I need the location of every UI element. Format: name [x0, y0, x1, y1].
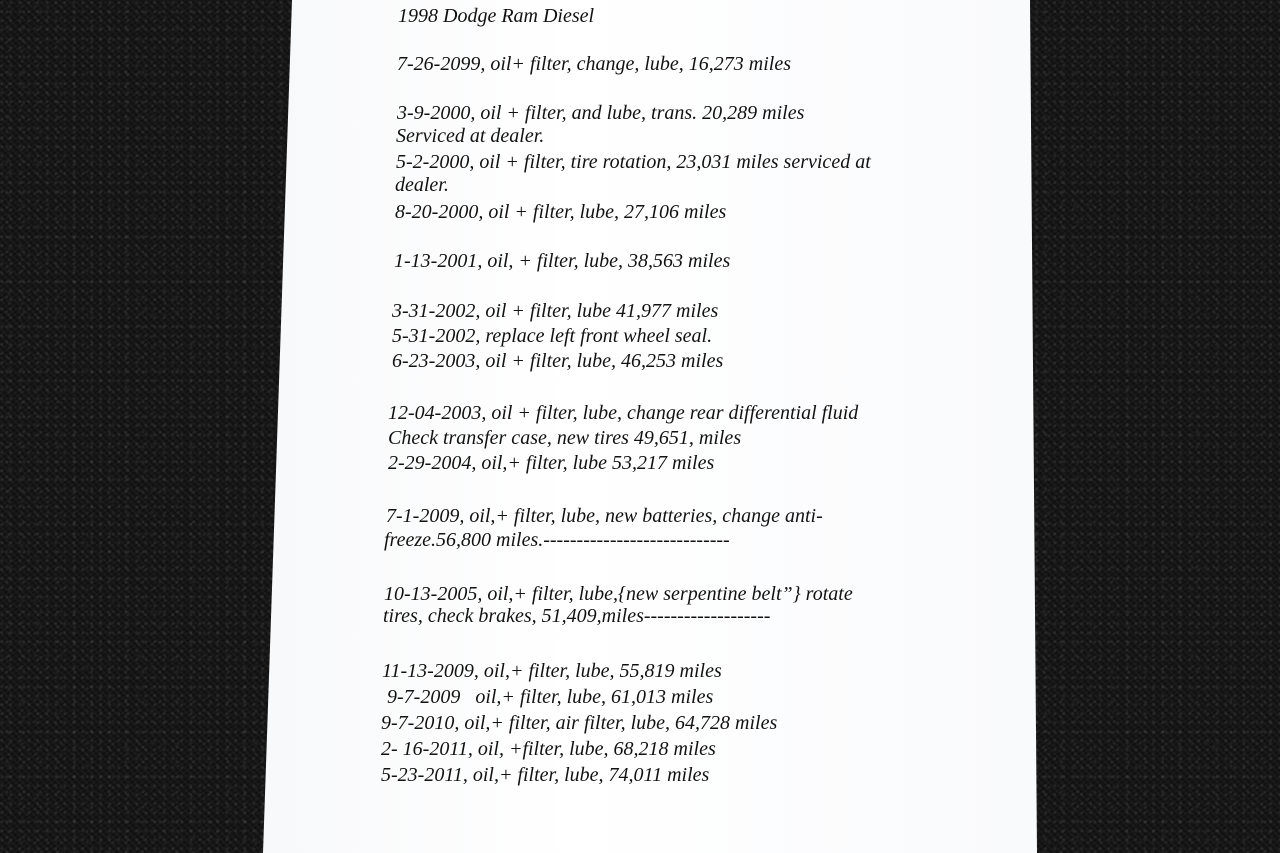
log-line: 5-31-2002, replace left front wheel seal.	[392, 325, 713, 347]
log-line: 3-9-2000, oil + filter, and lube, trans. 20,289 miles	[397, 102, 805, 124]
log-line: 11-13-2009, oil,+ filter, lube, 55,819 miles	[382, 660, 722, 682]
document-title: 1998 Dodge Ram Diesel	[398, 5, 595, 27]
log-line: 1-13-2001, oil, + filter, lube, 38,563 miles	[394, 250, 731, 272]
log-line: tires, check brakes, 51,409,miles-------------------	[383, 605, 771, 627]
log-line: 6-23-2003, oil + filter, lube, 46,253 miles	[392, 350, 724, 372]
log-line: 7-1-2009, oil,+ filter, lube, new batteries, change anti-	[386, 505, 823, 527]
log-line: dealer.	[395, 174, 449, 196]
log-line: 7-26-2099, oil+ filter, change, lube, 16,273 miles	[397, 53, 792, 75]
log-line: Check transfer case, new tires 49,651, miles	[388, 427, 742, 449]
log-line: 9-7-2009 oil,+ filter, lube, 61,013 miles	[382, 686, 714, 708]
log-line: 10-13-2005, oil,+ filter, lube,{new serpentine belt”} rotate	[384, 583, 853, 605]
log-line: 9-7-2010, oil,+ filter, air filter, lube, 64,728 miles	[381, 712, 778, 734]
log-line: 8-20-2000, oil + filter, lube, 27,106 miles	[395, 201, 727, 223]
log-line: 2-29-2004, oil,+ filter, lube 53,217 miles	[388, 452, 715, 474]
log-line: freeze.56,800 miles.----------------------------	[384, 529, 730, 551]
log-line: 2- 16-2011, oil, +filter, lube, 68,218 miles	[381, 738, 716, 760]
log-line: 5-23-2011, oil,+ filter, lube, 74,011 miles	[381, 764, 710, 786]
log-line: Serviced at dealer.	[396, 125, 545, 147]
log-line: 12-04-2003, oil + filter, lube, change rear differential fluid	[388, 402, 859, 424]
log-line: 5-2-2000, oil + filter, tire rotation, 23,031 miles serviced at	[396, 151, 871, 173]
log-line: 3-31-2002, oil + filter, lube 41,977 miles	[392, 300, 719, 322]
